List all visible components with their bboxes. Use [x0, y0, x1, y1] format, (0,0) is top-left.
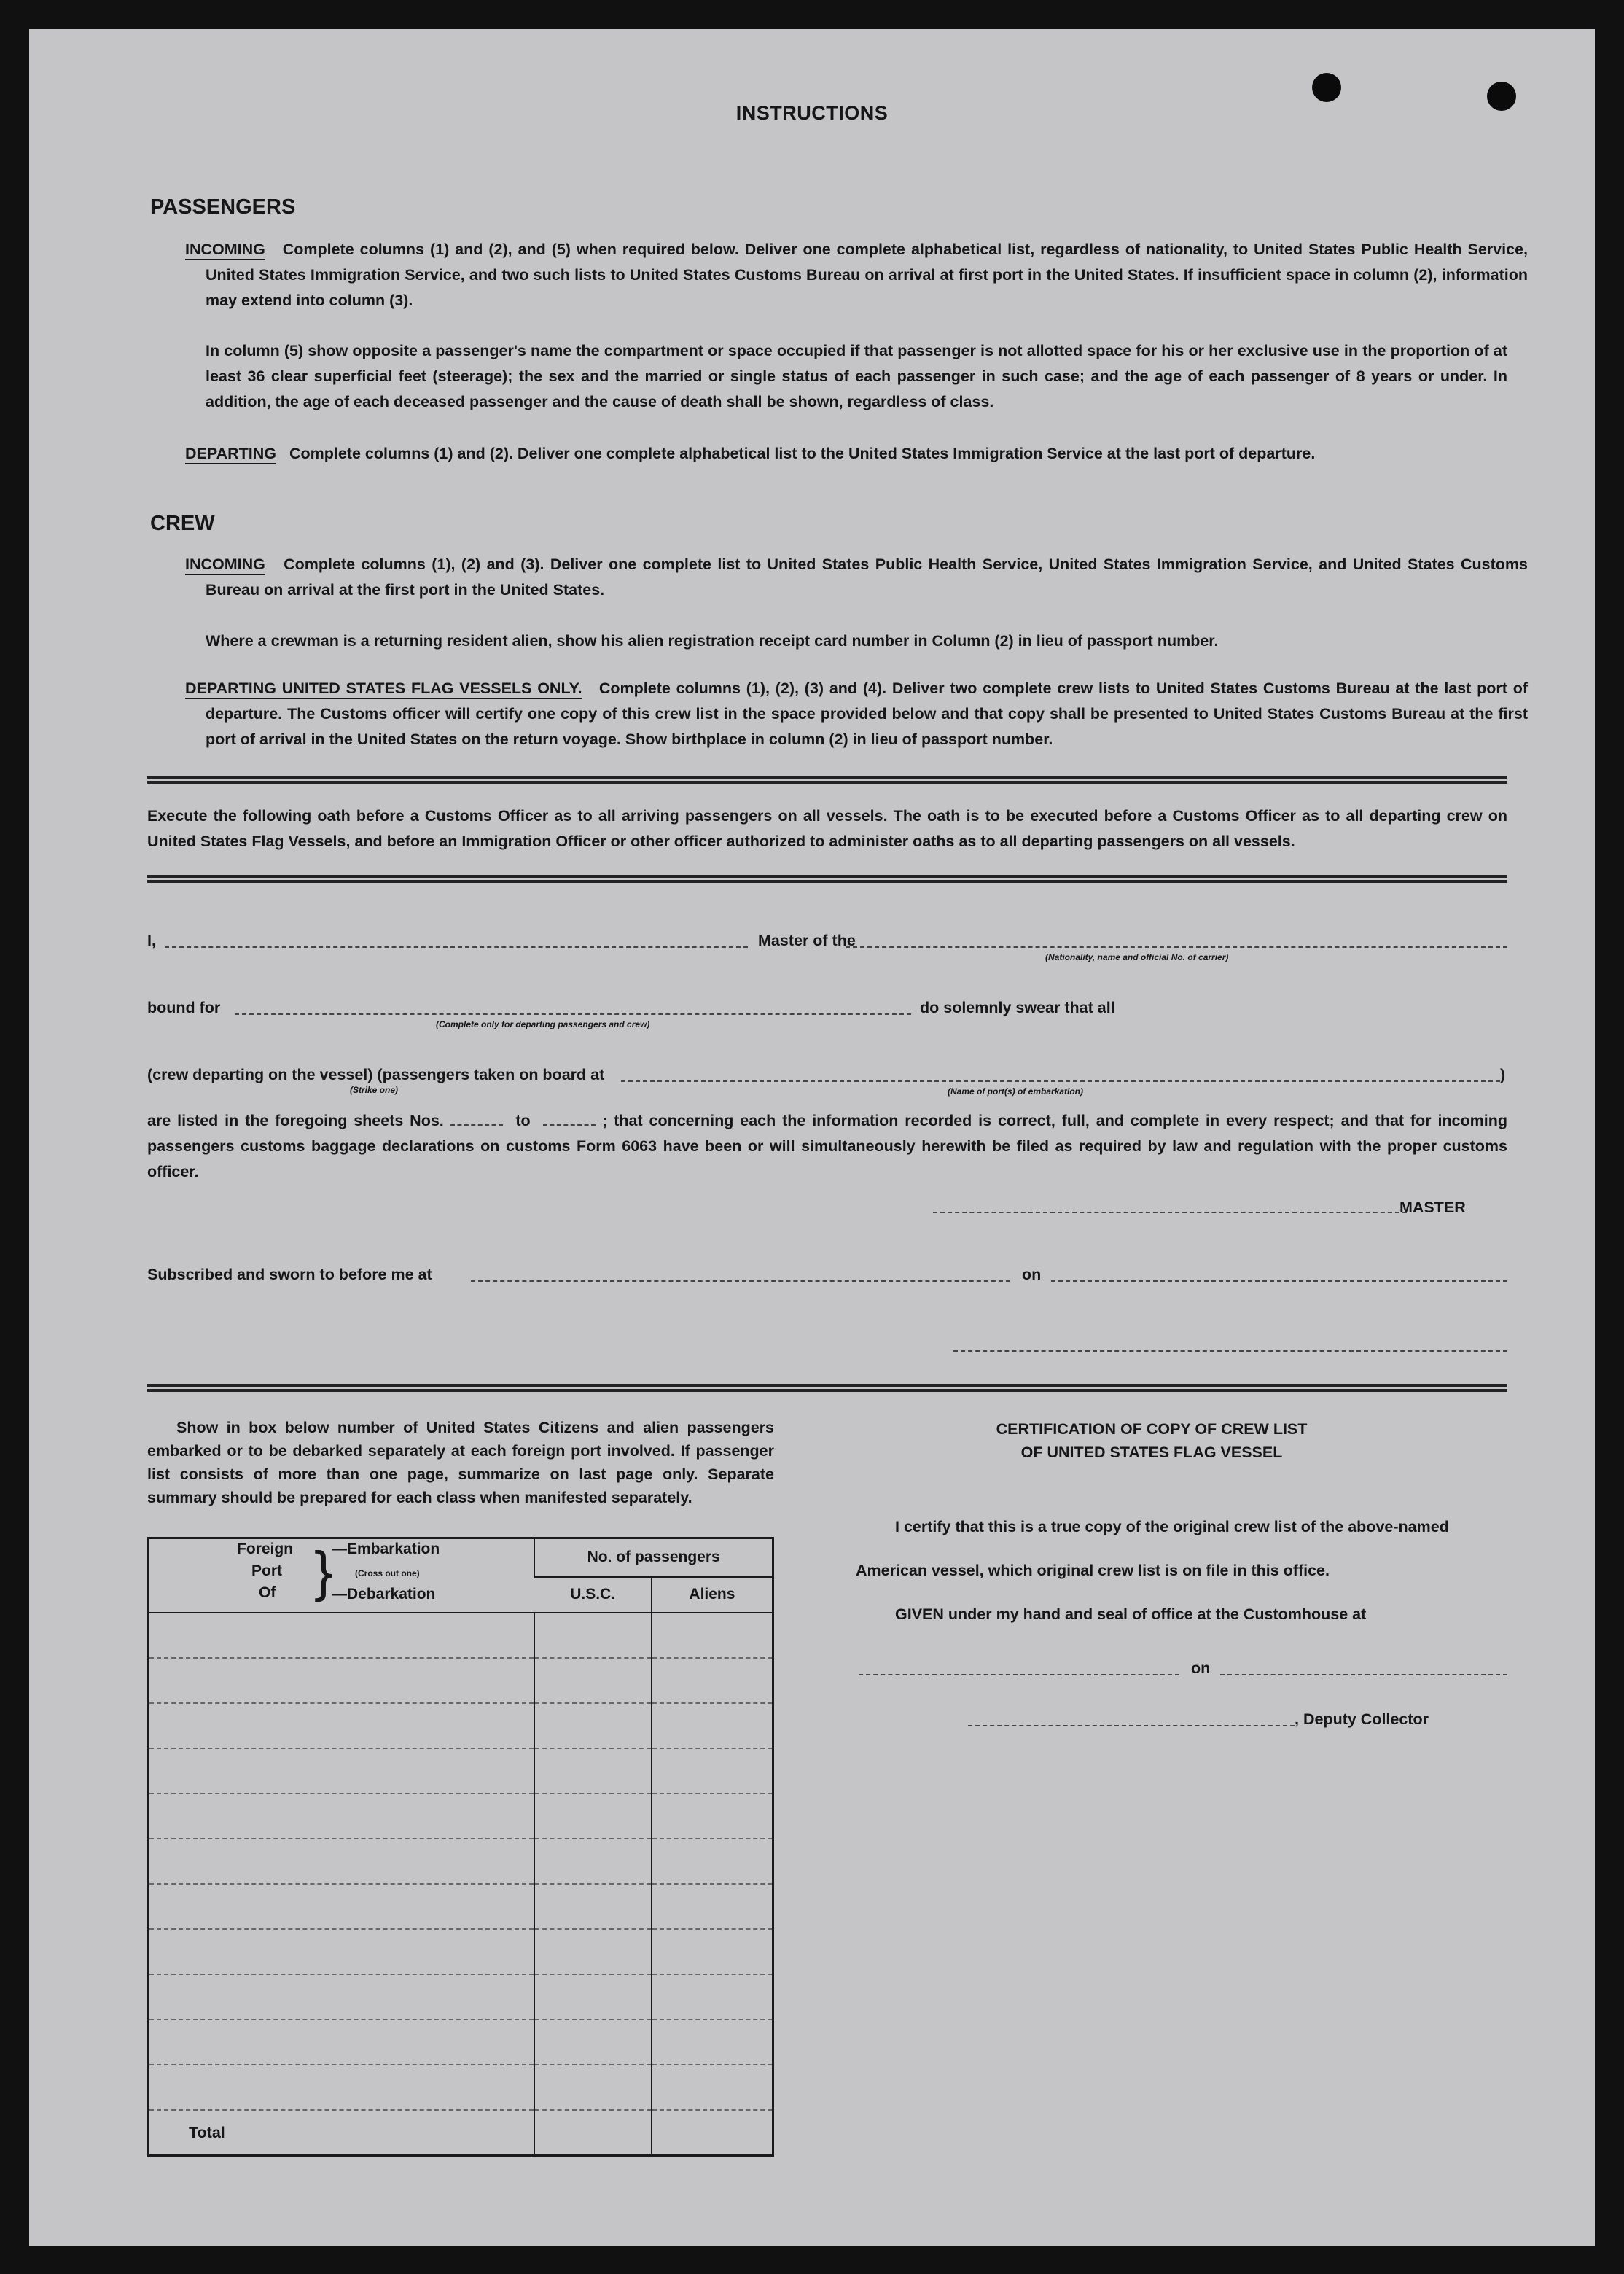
table-row[interactable] — [149, 1929, 773, 1974]
complete-only-note: (Complete only for departing passengers and crew) — [436, 1019, 650, 1029]
crew-resident-alien: Where a crewman is a returning resident alien, show his alien registration receipt card number in Column (2) in lieu of passport number. — [206, 632, 1219, 650]
listed-sheets-text-a: are listed in the foregoing sheets Nos. — [147, 1112, 444, 1129]
double-rule — [147, 875, 1507, 883]
usc-cell[interactable] — [534, 1839, 652, 1884]
listed-sheets — [147, 1108, 1507, 1185]
oath-i-label: I, — [147, 932, 156, 949]
port-cell[interactable] — [149, 1703, 535, 1748]
bound-for-label: bound for — [147, 999, 221, 1016]
table-row[interactable] — [149, 1613, 773, 1658]
cross-out-note: (Cross out one) — [355, 1568, 420, 1578]
master-label: MASTER — [1399, 1199, 1466, 1216]
aliens-cell[interactable] — [652, 1658, 773, 1703]
embarkation-port-field[interactable] — [621, 1080, 1500, 1082]
form-page — [29, 29, 1595, 2246]
aliens-total-cell[interactable] — [652, 2110, 773, 2156]
usc-cell[interactable] — [534, 1974, 652, 2020]
usc-cell[interactable] — [534, 1658, 652, 1703]
port-cell[interactable] — [149, 2020, 535, 2065]
aliens-cell[interactable] — [652, 1703, 773, 1748]
close-paren: ) — [1500, 1066, 1506, 1083]
embarkation-label: —Embarkation — [332, 1541, 440, 1557]
oath-intro: Execute the following oath before a Customs Officer as to all arriving passengers on all vessels. The oath is to be executed before a Customs Officer as to all departing crew on United States Flag Vessels, and before an Immigration Officer or other officer authorized to administer oaths as to all departing passengers on all vessels. — [147, 807, 1507, 850]
usc-cell[interactable] — [534, 1613, 652, 1658]
deputy-collector-label: , Deputy Collector — [1295, 1710, 1429, 1728]
aliens-cell[interactable] — [652, 1839, 773, 1884]
strike-one-note: (Strike one) — [350, 1085, 399, 1095]
to-label: to — [515, 1112, 531, 1129]
passengers-incoming-label: INCOMING — [185, 241, 265, 258]
port-cell[interactable] — [149, 2065, 535, 2110]
summary-instructions: Show in box below number of United States Citizens and alien passengers embarked or to be debarked separately at each foreign port involved. If passenger list consists of more than one page, summarize on last page only. Separate summary should be prepared for each class when manifested separately. — [147, 1419, 774, 1506]
certify-line-2: American vessel, which original crew list is on file in this office. — [856, 1562, 1330, 1579]
master-of-the-label: Master of the — [758, 932, 856, 949]
listed-sheets-text-b: ; that concerning each the information recorded is correct, full, and complete in every respect; and that for incoming passengers customs baggage declarations on customs Form 6063 have been or will simultaneously herewith be filed as required by law and regulation with the proper customs officer. — [147, 1112, 1507, 1180]
port-label: Port — [251, 1562, 282, 1579]
brace-glyph: } — [314, 1541, 333, 1603]
table-row[interactable] — [149, 2020, 773, 2065]
table-row[interactable] — [149, 1703, 773, 1748]
passengers-incoming — [185, 237, 1528, 314]
given-line: GIVEN under my hand and seal of office at the Customhouse at — [895, 1605, 1367, 1623]
carrier-field[interactable] — [846, 946, 1507, 948]
aliens-header: Aliens — [652, 1577, 773, 1613]
master-name-field[interactable] — [165, 946, 748, 948]
port-cell[interactable] — [149, 1929, 535, 1974]
port-cell[interactable] — [149, 1794, 535, 1839]
usc-cell[interactable] — [534, 1748, 652, 1794]
table-row[interactable] — [149, 1974, 773, 2020]
officer-signature-field[interactable] — [953, 1350, 1507, 1352]
crew-incoming-label: INCOMING — [185, 556, 265, 573]
nationality-note: (Nationality, name and official No. of carrier) — [1045, 952, 1229, 962]
punch-hole — [1312, 73, 1341, 102]
port-cell[interactable] — [149, 1839, 535, 1884]
certification-heading-line-2: OF UNITED STATES FLAG VESSEL — [1020, 1444, 1283, 1461]
port-cell[interactable] — [149, 1613, 535, 1658]
total-label: Total — [189, 2123, 225, 2141]
passengers-departing-text: Complete columns (1) and (2). Deliver one complete alphabetical list to the United States Immigration Service at the last port of departure. — [289, 445, 1316, 462]
aliens-cell[interactable] — [652, 1794, 773, 1839]
certification-date-field[interactable] — [1220, 1674, 1507, 1675]
aliens-cell[interactable] — [652, 1748, 773, 1794]
sheet-to-field[interactable] — [543, 1124, 596, 1126]
aliens-cell[interactable] — [652, 2020, 773, 2065]
usc-total-cell[interactable] — [534, 2110, 652, 2156]
passengers-incoming-text: Complete columns (1) and (2), and (5) when required below. Deliver one complete alphabetical list, regardless of nationality, to United States Public Health Service, United States Immigration Service, and two such lists to United States Customs Bureau on arrival at first port in the United States. If insufficient space in column (2), information may extend into column (3). — [206, 241, 1528, 309]
certify-line-1: I certify that this is a true copy of the original crew list of the above-named — [895, 1518, 1449, 1535]
crew-departing-text: Complete columns (1), (2), (3) and (4). Deliver two complete crew lists to United States Customs Bureau at the last port of departure. The Customs officer will certify one copy of this crew list in the space provided below and that copy shall be presented to United States Customs Bureau at the first port of arrival in the United States on the return voyage. Show birthplace in column (2) in lieu of passport number. — [206, 680, 1528, 748]
aliens-cell[interactable] — [652, 1613, 773, 1658]
sheet-from-field[interactable] — [450, 1124, 503, 1126]
debarkation-label: —Debarkation — [332, 1586, 436, 1603]
usc-cell[interactable] — [534, 1703, 652, 1748]
crew-departing-label: DEPARTING UNITED STATES FLAG VESSELS ONLY. — [185, 680, 582, 697]
table-row[interactable] — [149, 1658, 773, 1703]
passengers-departing-label: DEPARTING — [185, 445, 277, 462]
page-title: INSTRUCTIONS — [735, 102, 889, 124]
no-passengers-header: No. of passengers — [534, 1538, 773, 1577]
certification-on-label: on — [1191, 1659, 1211, 1677]
crew-incoming-text: Complete columns (1), (2) and (3). Deliver one complete list to United States Public Health Service, United States Immigration Service, and United States Customs Bureau on arrival at the first port in the United States. — [206, 556, 1528, 599]
table-row[interactable] — [149, 1839, 773, 1884]
bound-for-field[interactable] — [235, 1013, 911, 1015]
usc-header: U.S.C. — [534, 1577, 652, 1613]
port-cell[interactable] — [149, 1884, 535, 1929]
customhouse-field[interactable] — [859, 1674, 1179, 1675]
sworn-on-label: on — [1022, 1266, 1042, 1283]
port-cell[interactable] — [149, 1974, 535, 2020]
certification-heading — [860, 1417, 1443, 1464]
aliens-cell[interactable] — [652, 1974, 773, 2020]
of-label: Of — [259, 1584, 276, 1601]
certification-heading-line-1: CERTIFICATION OF COPY OF CREW LIST — [996, 1420, 1308, 1438]
sworn-place-field[interactable] — [471, 1280, 1010, 1282]
port-header-cell — [149, 1538, 535, 1613]
usc-cell[interactable] — [534, 2020, 652, 2065]
table-row[interactable] — [149, 1884, 773, 1929]
sworn-date-field[interactable] — [1051, 1280, 1507, 1282]
port-cell[interactable] — [149, 1658, 535, 1703]
passenger-summary-table — [147, 1537, 774, 2157]
crew-departing-label-text: (crew departing on the vessel) (passengers taken on board at — [147, 1066, 605, 1083]
crew-incoming — [185, 552, 1528, 603]
passengers-departing — [185, 441, 1507, 467]
usc-cell[interactable] — [534, 1884, 652, 1929]
double-rule — [147, 776, 1507, 784]
double-rule — [147, 1384, 1507, 1392]
usc-cell[interactable] — [534, 1929, 652, 1974]
table-row[interactable] — [149, 1794, 773, 1839]
port-cell[interactable] — [149, 1748, 535, 1794]
deputy-collector-signature-field[interactable] — [968, 1725, 1295, 1726]
passengers-column5: In column (5) show opposite a passenger's name the compartment or space occupied if that passenger is not allotted space for his or her exclusive use in the proportion of at least 36 clear superficial feet (steerage); the sex and the married or single status of each passenger in such case; and the age of each passenger of 8 years or under. In addition, the age of each deceased passenger and the cause of death shall be shown, regardless of class. — [206, 342, 1507, 410]
aliens-cell[interactable] — [652, 1884, 773, 1929]
ports-note: (Name of port(s) of embarkation) — [948, 1086, 1084, 1097]
aliens-cell[interactable] — [652, 1929, 773, 1974]
subscribed-label: Subscribed and sworn to before me at — [147, 1266, 432, 1283]
foreign-label: Foreign — [237, 1541, 293, 1557]
total-row[interactable] — [149, 2110, 773, 2156]
master-signature-field[interactable] — [933, 1212, 1407, 1213]
table-row[interactable] — [149, 1748, 773, 1794]
solemnly-swear-label: do solemnly swear that all — [920, 999, 1115, 1016]
usc-cell[interactable] — [534, 2065, 652, 2110]
crew-heading: CREW — [150, 512, 215, 535]
crew-departing — [185, 676, 1528, 752]
usc-cell[interactable] — [534, 1794, 652, 1839]
aliens-cell[interactable] — [652, 2065, 773, 2110]
passengers-heading: PASSENGERS — [150, 195, 296, 219]
table-row[interactable] — [149, 2065, 773, 2110]
